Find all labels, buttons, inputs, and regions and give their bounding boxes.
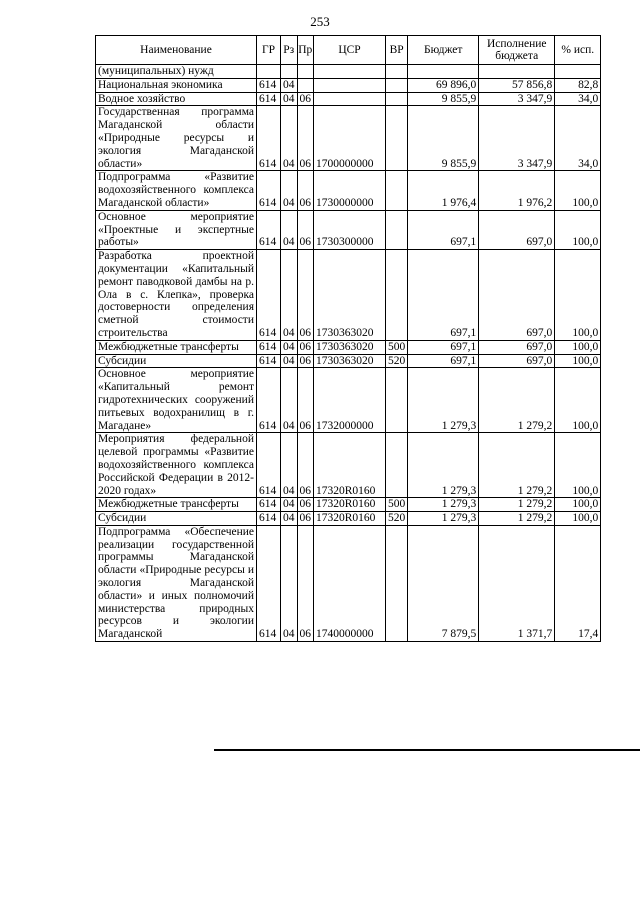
cell-percent: 100,0: [555, 171, 601, 210]
cell-execution: 57 856,8: [479, 78, 555, 92]
cell-name: Водное хозяйство: [96, 92, 257, 106]
cell-name: Межбюджетные трансферты: [96, 340, 257, 354]
cell-gr: 614: [257, 171, 281, 210]
cell-csr: 1732000000: [314, 368, 386, 433]
cell-percent: 100,0: [555, 210, 601, 249]
cell-pr: 06: [297, 525, 314, 641]
budget-table: [95, 35, 601, 642]
header-pr: Пр: [297, 36, 314, 65]
cell-rz: 04: [281, 433, 298, 498]
cell-name: Подпрограмма «Обеспечение реализации государственной программы Магаданской области «Природные ресурсы и экология Магаданской области» и иных полномочий министерства природных ресурсов и экологии Магаданской: [96, 525, 257, 641]
cell-percent: 100,0: [555, 368, 601, 433]
cell-rz: 04: [281, 512, 298, 526]
table-row: [96, 106, 601, 171]
cell-vr: [386, 433, 408, 498]
cell-rz: 04: [281, 250, 298, 341]
header-rz: Рз: [281, 36, 298, 65]
cell-vr: 500: [386, 498, 408, 512]
cell-budget: 9 855,9: [408, 106, 479, 171]
cell-execution: 1 371,7: [479, 525, 555, 641]
cell-percent: 82,8: [555, 78, 601, 92]
cell-gr: 614: [257, 210, 281, 249]
cell-rz: 04: [281, 78, 298, 92]
cell-csr: 1730300000: [314, 210, 386, 249]
cell-gr: 614: [257, 250, 281, 341]
cell-pr: [297, 78, 314, 92]
cell-pr: 06: [297, 512, 314, 526]
cell-budget: 69 896,0: [408, 78, 479, 92]
cell-csr: 17320R0160: [314, 433, 386, 498]
cell-gr: 614: [257, 92, 281, 106]
table-row: [96, 512, 601, 526]
cell-budget: 697,1: [408, 340, 479, 354]
cell-vr: 520: [386, 512, 408, 526]
table-row: [96, 210, 601, 249]
cell-name: Основное мероприятие «Проектные и экспертные работы»: [96, 210, 257, 249]
cell-rz: 04: [281, 340, 298, 354]
cell-percent: 100,0: [555, 340, 601, 354]
cell-name: Субсидии: [96, 354, 257, 368]
table-row: [96, 78, 601, 92]
table-row: [96, 368, 601, 433]
cell-budget: [408, 65, 479, 79]
cell-rz: 04: [281, 498, 298, 512]
table-row: [96, 354, 601, 368]
table-row: [96, 250, 601, 341]
cell-percent: 100,0: [555, 250, 601, 341]
header-percent: % исп.: [555, 36, 601, 65]
table-header: [96, 36, 601, 65]
cell-vr: 500: [386, 340, 408, 354]
cell-budget: 697,1: [408, 210, 479, 249]
cell-percent: 34,0: [555, 106, 601, 171]
cell-pr: 06: [297, 92, 314, 106]
cell-gr: 614: [257, 340, 281, 354]
cell-csr: 1730363020: [314, 354, 386, 368]
cell-csr: 1740000000: [314, 525, 386, 641]
cell-execution: 1 279,2: [479, 512, 555, 526]
cell-vr: [386, 250, 408, 341]
cell-csr: 1730363020: [314, 340, 386, 354]
cell-rz: 04: [281, 354, 298, 368]
header-gr: ГР: [257, 36, 281, 65]
cell-pr: 06: [297, 498, 314, 512]
cell-budget: 7 879,5: [408, 525, 479, 641]
cell-gr: 614: [257, 498, 281, 512]
cell-vr: [386, 78, 408, 92]
cell-csr: [314, 92, 386, 106]
cell-pr: [297, 65, 314, 79]
cell-gr: 614: [257, 525, 281, 641]
cell-rz: [281, 65, 298, 79]
cell-percent: 100,0: [555, 433, 601, 498]
cell-gr: 614: [257, 78, 281, 92]
cell-gr: 614: [257, 106, 281, 171]
cell-vr: [386, 65, 408, 79]
header-name: Наименование: [96, 36, 257, 65]
cell-pr: 06: [297, 106, 314, 171]
cell-percent: 100,0: [555, 354, 601, 368]
cell-rz: 04: [281, 106, 298, 171]
page-number: 253: [310, 14, 330, 29]
cell-csr: 1700000000: [314, 106, 386, 171]
cell-rz: 04: [281, 92, 298, 106]
cell-gr: 614: [257, 433, 281, 498]
cell-gr: [257, 65, 281, 79]
cell-name: Государственная программа Магаданской области «Природные ресурсы и экология Магаданской области»: [96, 106, 257, 171]
cell-csr: 1730363020: [314, 250, 386, 341]
cell-execution: 3 347,9: [479, 106, 555, 171]
table-row: [96, 171, 601, 210]
cell-name: (муниципальных) нужд: [96, 65, 257, 79]
cell-csr: [314, 78, 386, 92]
cell-vr: [386, 368, 408, 433]
cell-vr: 520: [386, 354, 408, 368]
cell-csr: 17320R0160: [314, 498, 386, 512]
cell-gr: 614: [257, 512, 281, 526]
cell-execution: 1 279,2: [479, 498, 555, 512]
cell-budget: 1 279,3: [408, 498, 479, 512]
cell-name: Национальная экономика: [96, 78, 257, 92]
cell-budget: 697,1: [408, 250, 479, 341]
cell-name: Подпрограмма «Развитие водохозяйственного комплекса Магаданской области»: [96, 171, 257, 210]
cell-budget: 1 279,3: [408, 433, 479, 498]
cell-vr: [386, 106, 408, 171]
cell-execution: 1 279,2: [479, 433, 555, 498]
cell-execution: 697,0: [479, 250, 555, 341]
cell-name: Межбюджетные трансферты: [96, 498, 257, 512]
cell-vr: [386, 171, 408, 210]
cell-pr: 06: [297, 433, 314, 498]
cell-budget: 1 976,4: [408, 171, 479, 210]
cell-rz: 04: [281, 210, 298, 249]
table-row: [96, 498, 601, 512]
cell-rz: 04: [281, 368, 298, 433]
cell-gr: 614: [257, 368, 281, 433]
header-csr: ЦСР: [314, 36, 386, 65]
cell-csr: [314, 65, 386, 79]
cell-budget: 1 279,3: [408, 512, 479, 526]
cell-vr: [386, 92, 408, 106]
cell-csr: 17320R0160: [314, 512, 386, 526]
cell-percent: 34,0: [555, 92, 601, 106]
cell-csr: 1730000000: [314, 171, 386, 210]
bottom-rule: [214, 749, 640, 751]
table-row: [96, 92, 601, 106]
cell-gr: 614: [257, 354, 281, 368]
cell-name: Субсидии: [96, 512, 257, 526]
cell-pr: 06: [297, 368, 314, 433]
cell-pr: 06: [297, 340, 314, 354]
cell-vr: [386, 210, 408, 249]
cell-execution: 697,0: [479, 354, 555, 368]
cell-execution: [479, 65, 555, 79]
cell-execution: 3 347,9: [479, 92, 555, 106]
cell-pr: 06: [297, 354, 314, 368]
table-row: [96, 525, 601, 641]
cell-rz: 04: [281, 171, 298, 210]
cell-execution: 697,0: [479, 210, 555, 249]
cell-name: Основное мероприятие «Капитальный ремонт гидротехнических сооружений питьевых водохранилищ в г. Магадане»: [96, 368, 257, 433]
cell-percent: [555, 65, 601, 79]
table-row: [96, 433, 601, 498]
cell-execution: 1 976,2: [479, 171, 555, 210]
table-row: [96, 65, 601, 79]
cell-pr: 06: [297, 210, 314, 249]
cell-pr: 06: [297, 250, 314, 341]
table-body: [96, 65, 601, 642]
cell-execution: 1 279,2: [479, 368, 555, 433]
cell-percent: 100,0: [555, 498, 601, 512]
cell-budget: 697,1: [408, 354, 479, 368]
header-execution: Исполнение бюджета: [479, 36, 555, 65]
cell-rz: 04: [281, 525, 298, 641]
cell-budget: 1 279,3: [408, 368, 479, 433]
cell-percent: 100,0: [555, 512, 601, 526]
cell-execution: 697,0: [479, 340, 555, 354]
header-vr: ВР: [386, 36, 408, 65]
cell-name: Разработка проектной документации «Капитальный ремонт паводковой дамбы на р. Ола в с. Клепка», проверка достоверности определения сметной стоимости строительства: [96, 250, 257, 341]
cell-pr: 06: [297, 171, 314, 210]
cell-budget: 9 855,9: [408, 92, 479, 106]
header-budget: Бюджет: [408, 36, 479, 65]
cell-vr: [386, 525, 408, 641]
cell-name: Мероприятия федеральной целевой программы «Развитие водохозяйственного комплекса Российской Федерации в 2012-2020 годах»: [96, 433, 257, 498]
table-row: [96, 340, 601, 354]
cell-percent: 17,4: [555, 525, 601, 641]
